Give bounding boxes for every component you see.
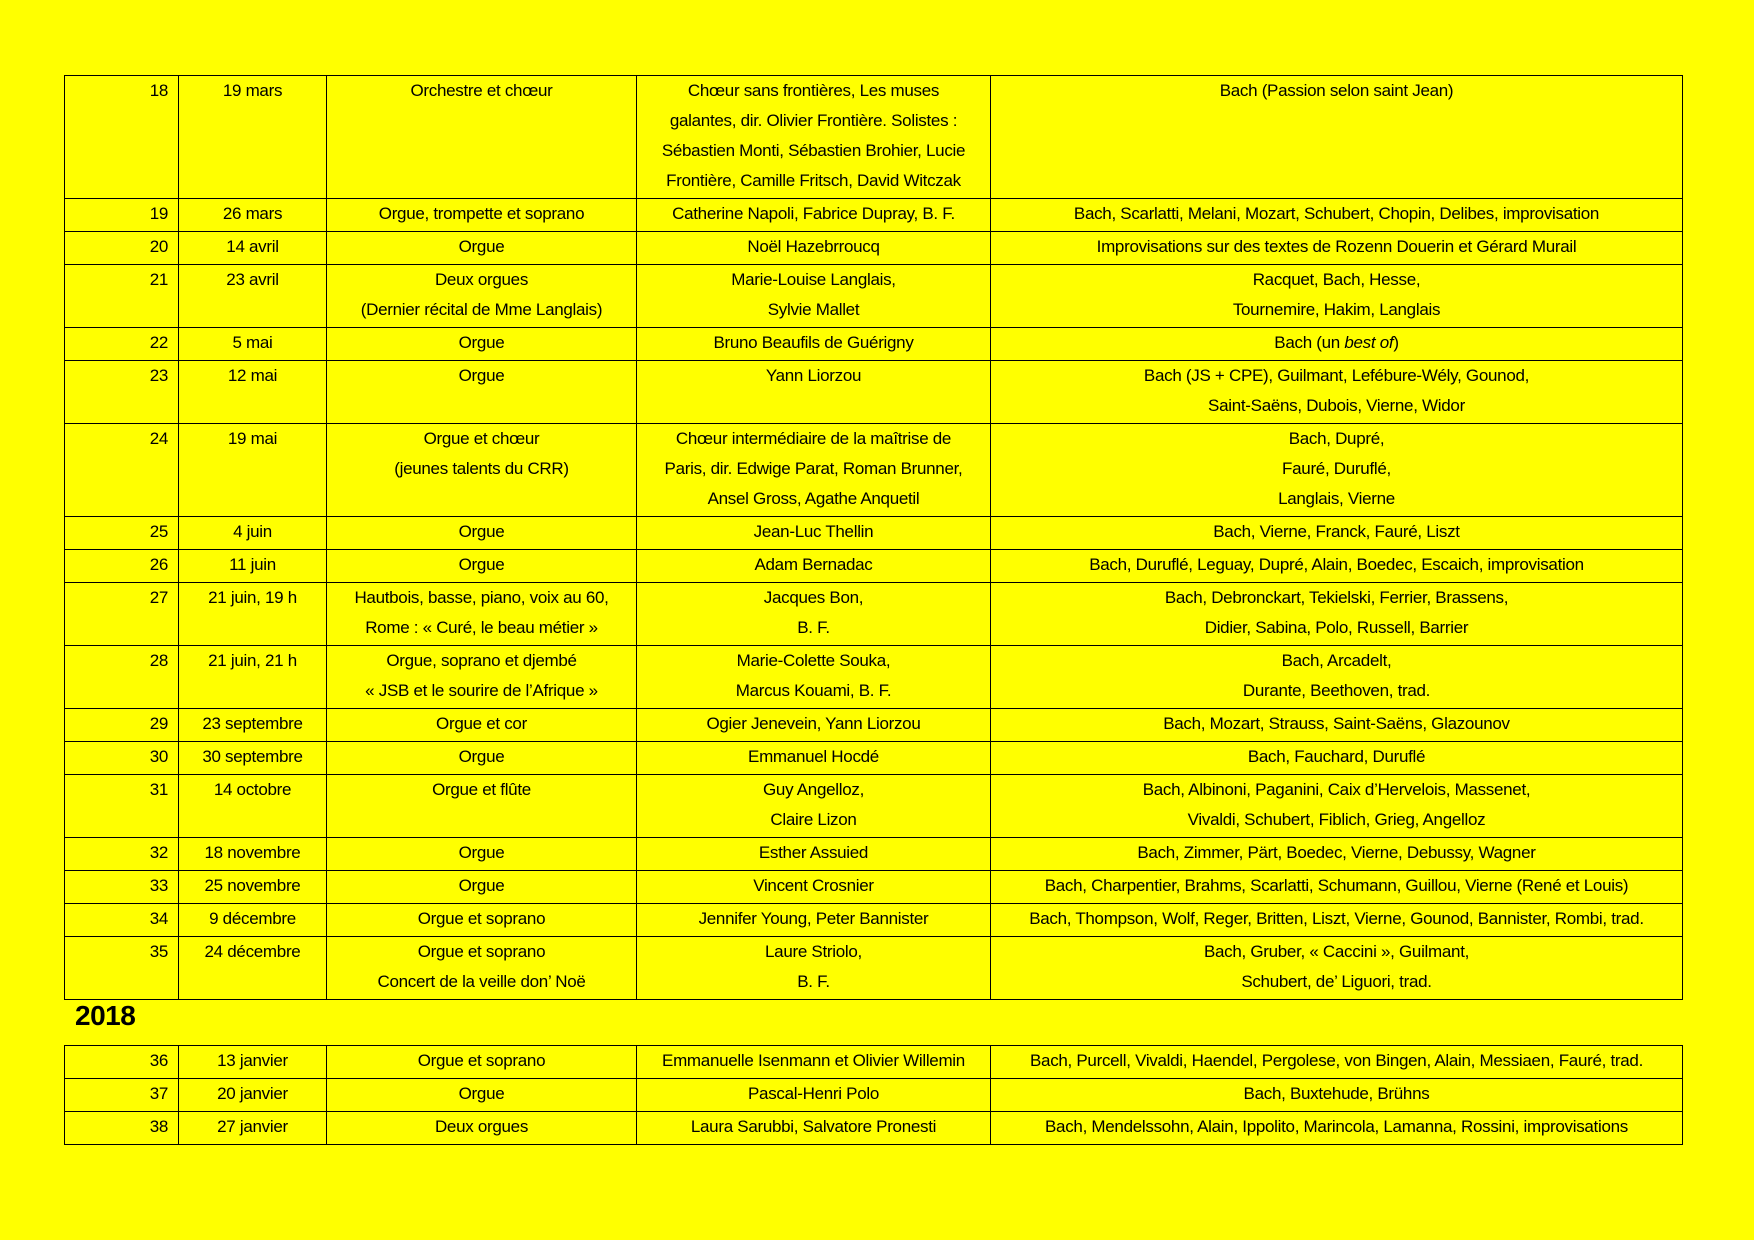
concert-number: 23 — [65, 361, 179, 424]
concert-performers: Vincent Crosnier — [637, 871, 991, 904]
concert-row — [65, 517, 1683, 550]
concert-row — [65, 232, 1683, 265]
concert-date: 21 juin, 21 h — [179, 646, 327, 709]
concert-date: 4 juin — [179, 517, 327, 550]
concert-formation: Orchestre et chœur — [327, 76, 637, 199]
concert-number: 19 — [65, 199, 179, 232]
concert-table-2017 — [64, 75, 1683, 1000]
concert-performers: Emmanuel Hocdé — [637, 742, 991, 775]
concert-number: 24 — [65, 424, 179, 517]
concert-number: 31 — [65, 775, 179, 838]
concert-row — [65, 424, 1683, 517]
concert-row — [65, 1046, 1683, 1079]
concert-number: 18 — [65, 76, 179, 199]
concert-row — [65, 361, 1683, 424]
concert-table-2017-body — [65, 76, 1683, 1000]
concert-date: 25 novembre — [179, 871, 327, 904]
concert-formation: Orgue et soprano — [327, 1046, 637, 1079]
concert-row — [65, 1079, 1683, 1112]
concert-formation: Deux orgues — [327, 1112, 637, 1145]
program-text: Bach (un — [1274, 333, 1345, 352]
concert-formation: Orgue — [327, 232, 637, 265]
concert-performers: Yann Liorzou — [637, 361, 991, 424]
concert-formation: Orgue — [327, 550, 637, 583]
concert-performers: Esther Assuied — [637, 838, 991, 871]
concert-date: 14 avril — [179, 232, 327, 265]
concert-date: 23 avril — [179, 265, 327, 328]
concert-number: 26 — [65, 550, 179, 583]
concert-formation: Deux orgues (Dernier récital de Mme Langlais) — [327, 265, 637, 328]
concert-table-2018 — [64, 1045, 1683, 1145]
concert-formation: Orgue et chœur (jeunes talents du CRR) — [327, 424, 637, 517]
concert-performers: Catherine Napoli, Fabrice Dupray, B. F. — [637, 199, 991, 232]
concert-performers: Laura Sarubbi, Salvatore Pronesti — [637, 1112, 991, 1145]
concert-formation: Orgue — [327, 361, 637, 424]
concert-date: 24 décembre — [179, 937, 327, 1000]
concert-performers: Jean-Luc Thellin — [637, 517, 991, 550]
concert-row — [65, 1112, 1683, 1145]
concert-row — [65, 775, 1683, 838]
concert-program: Bach, Arcadelt, Durante, Beethoven, trad. — [991, 646, 1683, 709]
concert-program: Bach, Thompson, Wolf, Reger, Britten, Liszt, Vierne, Gounod, Bannister, Rombi, trad. — [991, 904, 1683, 937]
concert-program: Bach, Mozart, Strauss, Saint-Saëns, Glazounov — [991, 709, 1683, 742]
concert-formation: Orgue et soprano — [327, 904, 637, 937]
concert-row — [65, 76, 1683, 199]
concert-formation: Orgue — [327, 871, 637, 904]
concert-formation: Orgue — [327, 1079, 637, 1112]
program-italic-text: best of — [1344, 333, 1394, 352]
concert-formation: Hautbois, basse, piano, voix au 60, Rome : « Curé, le beau métier » — [327, 583, 637, 646]
concert-row — [65, 583, 1683, 646]
concert-date: 13 janvier — [179, 1046, 327, 1079]
concert-number: 25 — [65, 517, 179, 550]
concert-number: 20 — [65, 232, 179, 265]
concert-number: 30 — [65, 742, 179, 775]
concert-number: 33 — [65, 871, 179, 904]
concert-date: 18 novembre — [179, 838, 327, 871]
concert-performers: Bruno Beaufils de Guérigny — [637, 328, 991, 361]
concert-number: 29 — [65, 709, 179, 742]
concert-date: 19 mars — [179, 76, 327, 199]
concert-date: 23 septembre — [179, 709, 327, 742]
concert-program: Bach, Charpentier, Brahms, Scarlatti, Schumann, Guillou, Vierne (René et Louis) — [991, 871, 1683, 904]
concert-program: Bach, Dupré, Fauré, Duruflé, Langlais, Vierne — [991, 424, 1683, 517]
concert-row — [65, 742, 1683, 775]
concert-row — [65, 646, 1683, 709]
concert-table-2018-body — [65, 1046, 1683, 1145]
concert-program: Bach, Albinoni, Paganini, Caix d’Hervelois, Massenet, Vivaldi, Schubert, Fiblich, Grieg, Angelloz — [991, 775, 1683, 838]
concert-performers: Jennifer Young, Peter Bannister — [637, 904, 991, 937]
concert-program: Bach, Buxtehude, Brühns — [991, 1079, 1683, 1112]
concert-date: 9 décembre — [179, 904, 327, 937]
year-heading-2018: 2018 — [75, 1000, 136, 1031]
concert-number: 28 — [65, 646, 179, 709]
concert-formation: Orgue, soprano et djembé « JSB et le sourire de l’Afrique » — [327, 646, 637, 709]
concert-formation: Orgue — [327, 517, 637, 550]
concert-row — [65, 199, 1683, 232]
concert-date: 12 mai — [179, 361, 327, 424]
concert-number: 27 — [65, 583, 179, 646]
concert-performers: Adam Bernadac — [637, 550, 991, 583]
concert-performers: Guy Angelloz, Claire Lizon — [637, 775, 991, 838]
concert-performers: Marie-Louise Langlais, Sylvie Mallet — [637, 265, 991, 328]
concert-program: Bach, Duruflé, Leguay, Dupré, Alain, Boedec, Escaich, improvisation — [991, 550, 1683, 583]
concert-performers: Chœur intermédiaire de la maîtrise de Paris, dir. Edwige Parat, Roman Brunner, Ansel Gross, Agathe Anquetil — [637, 424, 991, 517]
concert-program — [991, 328, 1683, 361]
concert-program: Racquet, Bach, Hesse, Tournemire, Hakim, Langlais — [991, 265, 1683, 328]
concert-number: 22 — [65, 328, 179, 361]
concert-program: Bach (Passion selon saint Jean) — [991, 76, 1683, 199]
concert-formation: Orgue et flûte — [327, 775, 637, 838]
concert-performers: Noël Hazebrroucq — [637, 232, 991, 265]
concert-formation: Orgue — [327, 328, 637, 361]
concert-program: Bach, Gruber, « Caccini », Guilmant, Schubert, de’ Liguori, trad. — [991, 937, 1683, 1000]
concert-date: 27 janvier — [179, 1112, 327, 1145]
concert-row — [65, 937, 1683, 1000]
concert-performers: Marie-Colette Souka, Marcus Kouami, B. F. — [637, 646, 991, 709]
concert-date: 21 juin, 19 h — [179, 583, 327, 646]
concert-date: 14 octobre — [179, 775, 327, 838]
concert-program: Bach, Debronckart, Tekielski, Ferrier, Brassens, Didier, Sabina, Polo, Russell, Barrier — [991, 583, 1683, 646]
concert-number: 38 — [65, 1112, 179, 1145]
concert-number: 36 — [65, 1046, 179, 1079]
concert-program: Improvisations sur des textes de Rozenn Douerin et Gérard Murail — [991, 232, 1683, 265]
concert-formation: Orgue et soprano Concert de la veille don’ Noë — [327, 937, 637, 1000]
concert-row — [65, 328, 1683, 361]
concert-program: Bach (JS + CPE), Guilmant, Lefébure-Wély, Gounod, Saint-Saëns, Dubois, Vierne, Widor — [991, 361, 1683, 424]
concert-number: 35 — [65, 937, 179, 1000]
concert-program: Bach, Mendelssohn, Alain, Ippolito, Marincola, Lamanna, Rossini, improvisations — [991, 1112, 1683, 1145]
concert-performers: Ogier Jenevein, Yann Liorzou — [637, 709, 991, 742]
concert-date: 20 janvier — [179, 1079, 327, 1112]
concert-program: Bach, Purcell, Vivaldi, Haendel, Pergolese, von Bingen, Alain, Messiaen, Fauré, trad. — [991, 1046, 1683, 1079]
concert-formation: Orgue, trompette et soprano — [327, 199, 637, 232]
concert-program: Bach, Fauchard, Duruflé — [991, 742, 1683, 775]
concert-date: 19 mai — [179, 424, 327, 517]
concert-formation: Orgue et cor — [327, 709, 637, 742]
concert-performers: Jacques Bon, B. F. — [637, 583, 991, 646]
concert-program: Bach, Scarlatti, Melani, Mozart, Schubert, Chopin, Delibes, improvisation — [991, 199, 1683, 232]
concert-performers: Laure Striolo, B. F. — [637, 937, 991, 1000]
concert-date: 26 mars — [179, 199, 327, 232]
concert-number: 32 — [65, 838, 179, 871]
concert-formation: Orgue — [327, 742, 637, 775]
program-text-end: ) — [1393, 333, 1399, 352]
concert-performers: Emmanuelle Isenmann et Olivier Willemin — [637, 1046, 991, 1079]
concert-number: 21 — [65, 265, 179, 328]
concert-program: Bach, Zimmer, Pärt, Boedec, Vierne, Debussy, Wagner — [991, 838, 1683, 871]
concert-program: Bach, Vierne, Franck, Fauré, Liszt — [991, 517, 1683, 550]
concert-formation: Orgue — [327, 838, 637, 871]
concert-date: 30 septembre — [179, 742, 327, 775]
concert-date: 11 juin — [179, 550, 327, 583]
concert-row — [65, 904, 1683, 937]
concert-performers: Chœur sans frontières, Les muses galantes, dir. Olivier Frontière. Solistes : Sébastien Monti, Sébastien Brohier, Lucie Frontière, Camille Fritsch, David Witczak — [637, 76, 991, 199]
concert-row — [65, 709, 1683, 742]
concert-number: 34 — [65, 904, 179, 937]
concert-number: 37 — [65, 1079, 179, 1112]
concert-row — [65, 838, 1683, 871]
concert-date: 5 mai — [179, 328, 327, 361]
concert-row — [65, 871, 1683, 904]
concert-row — [65, 265, 1683, 328]
concert-row — [65, 550, 1683, 583]
concert-performers: Pascal-Henri Polo — [637, 1079, 991, 1112]
